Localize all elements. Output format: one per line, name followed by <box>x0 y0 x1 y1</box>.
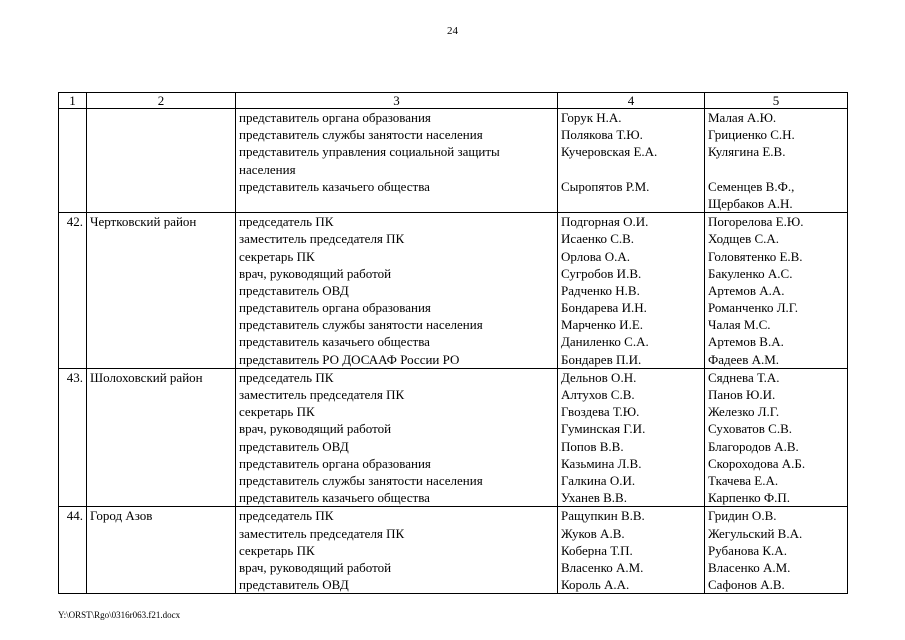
reserve-name: Скороходова А.Б. <box>708 455 806 471</box>
reserve-list <box>705 368 848 507</box>
member-name: Дельнов О.Н. <box>561 369 637 385</box>
reserve-name: Грициенко С.Н. <box>708 127 795 143</box>
role-line: представитель управления социальной защиты <box>239 144 500 160</box>
role-list <box>236 368 558 507</box>
header-cell: 5 <box>705 93 848 109</box>
reserve-name: Сяднева Т.А. <box>708 369 780 385</box>
table-row <box>59 213 848 369</box>
reserve-name: Артемов А.А. <box>708 282 785 298</box>
reserve-list <box>705 109 848 213</box>
reserve-name: Суховатов С.В. <box>708 421 792 437</box>
district-name: Шолоховский район <box>87 368 236 507</box>
page-number: 24 <box>447 25 458 37</box>
member-name: Орлова О.А. <box>561 248 630 264</box>
reserve-name: Карпенко Ф.П. <box>708 490 791 506</box>
reserve-name: Чалая М.С. <box>708 317 771 333</box>
member-name: Попов В.В. <box>561 438 624 454</box>
role-line: населения <box>239 161 296 177</box>
member-name <box>561 161 701 178</box>
district-name <box>87 109 236 213</box>
header-cell: 1 <box>59 93 87 109</box>
role-line <box>239 195 554 212</box>
role-list <box>236 507 558 594</box>
table-row <box>59 109 848 213</box>
member-name: Уханев В.В. <box>561 490 627 506</box>
role-line: председатель ПК <box>239 214 334 230</box>
member-name: Бондарева И.Н. <box>561 300 647 316</box>
member-name: Король А.А. <box>561 577 630 593</box>
reserve-name: Семенцев В.Ф., <box>708 178 795 194</box>
role-line: врач, руководящий работой <box>239 421 392 437</box>
reserve-name: Железко Л.Г. <box>708 404 780 420</box>
role-line: представитель ОВД <box>239 438 349 454</box>
role-line: врач, руководящий работой <box>239 265 392 281</box>
role-line: представитель казачьего общества <box>239 178 430 194</box>
reserve-name: Артемов В.А. <box>708 334 784 350</box>
table-row <box>59 368 848 507</box>
reserve-name: Романченко Л.Г. <box>708 300 799 316</box>
member-name: Радченко Н.В. <box>561 282 640 298</box>
member-list <box>558 368 705 507</box>
member-name: Кучеровская Е.А. <box>561 144 658 160</box>
member-name: Ращупкин В.В. <box>561 508 645 524</box>
role-line: представитель казачьего общества <box>239 490 430 506</box>
member-name: Гвоздева Т.Ю. <box>561 404 640 420</box>
role-line: председатель ПК <box>239 369 334 385</box>
member-name: Казьмина Л.В. <box>561 455 642 471</box>
commission-table <box>58 92 848 594</box>
member-name: Исаенко С.В. <box>561 231 635 247</box>
role-line: секретарь ПК <box>239 248 315 264</box>
row-number: 42. <box>59 213 87 369</box>
role-line: врач, руководящий работой <box>239 559 392 575</box>
member-name: Галкина О.И. <box>561 472 636 488</box>
member-name: Марченко И.Е. <box>561 317 644 333</box>
role-list <box>236 109 558 213</box>
row-number <box>59 109 87 213</box>
member-name: Бондарев П.И. <box>561 351 642 367</box>
member-name: Полякова Т.Ю. <box>561 127 643 143</box>
reserve-name: Щербаков А.Н. <box>708 195 793 211</box>
role-line: представитель службы занятости населения <box>239 317 483 333</box>
member-name: Власенко А.М. <box>561 559 644 575</box>
reserve-name: Ткачева Е.А. <box>708 472 779 488</box>
role-line: представитель казачьего общества <box>239 334 430 350</box>
reserve-name: Гридин О.В. <box>708 508 777 524</box>
member-name: Жуков А.В. <box>561 525 625 541</box>
reserve-name: Сафонов А.В. <box>708 577 785 593</box>
role-list <box>236 213 558 369</box>
member-name: Сугробов И.В. <box>561 265 642 281</box>
reserve-name: Фадеев А.М. <box>708 351 780 367</box>
role-line: представитель службы занятости населения <box>239 127 483 143</box>
reserve-name: Погорелова Е.Ю. <box>708 214 804 230</box>
header-row <box>59 93 848 109</box>
reserve-name: Благородов А.В. <box>708 438 799 454</box>
role-line: представитель органа образования <box>239 455 431 471</box>
reserve-name: Панов Ю.И. <box>708 387 776 402</box>
reserve-name <box>708 161 844 178</box>
role-line: председатель ПК <box>239 508 334 524</box>
header-cell: 4 <box>558 93 705 109</box>
member-list <box>558 213 705 369</box>
role-line: представитель органа образования <box>239 110 431 125</box>
member-list <box>558 507 705 594</box>
role-line: представитель РО ДОСААФ России РО <box>239 351 460 367</box>
reserve-name: Ходщев С.А. <box>708 231 780 247</box>
reserve-name: Жегульский В.А. <box>708 525 803 541</box>
role-line: заместитель председателя ПК <box>239 231 405 247</box>
district-name: Чертковский район <box>87 213 236 369</box>
member-name: Подгорная О.И. <box>561 214 649 230</box>
role-line: представитель ОВД <box>239 577 349 593</box>
row-number: 44. <box>59 507 87 594</box>
header-cell: 3 <box>236 93 558 109</box>
role-line: секретарь ПК <box>239 542 315 558</box>
member-name: Гуминская Г.И. <box>561 421 646 437</box>
role-line: представитель ОВД <box>239 282 349 298</box>
reserve-name: Бакуленко А.С. <box>708 265 793 281</box>
row-number: 43. <box>59 368 87 507</box>
member-name: Алтухов С.В. <box>561 387 635 402</box>
reserve-name: Власенко А.М. <box>708 559 791 575</box>
district-name: Город Азов <box>87 507 236 594</box>
reserve-list <box>705 213 848 369</box>
table-row <box>59 507 848 594</box>
header-cell: 2 <box>87 93 236 109</box>
member-name: Даниленко С.А. <box>561 334 649 350</box>
role-line: секретарь ПК <box>239 404 315 420</box>
reserve-list <box>705 507 848 594</box>
member-name: Сыропятов Р.М. <box>561 178 650 194</box>
member-list <box>558 109 705 213</box>
reserve-name: Головятенко Е.В. <box>708 248 803 264</box>
footer-file-path: Y:\ORST\Rgo\0316r063.f21.docx <box>58 610 181 620</box>
reserve-name: Малая А.Ю. <box>708 110 777 125</box>
member-name <box>561 195 701 212</box>
reserve-name: Кулягина Е.В. <box>708 144 786 160</box>
reserve-name: Рубанова К.А. <box>708 542 787 558</box>
role-line: заместитель председателя ПК <box>239 525 405 541</box>
role-line: заместитель председателя ПК <box>239 387 405 402</box>
member-name: Коберна Т.П. <box>561 542 633 558</box>
member-name: Горук Н.А. <box>561 110 622 125</box>
role-line: представитель органа образования <box>239 300 431 316</box>
role-line: представитель службы занятости населения <box>239 472 483 488</box>
